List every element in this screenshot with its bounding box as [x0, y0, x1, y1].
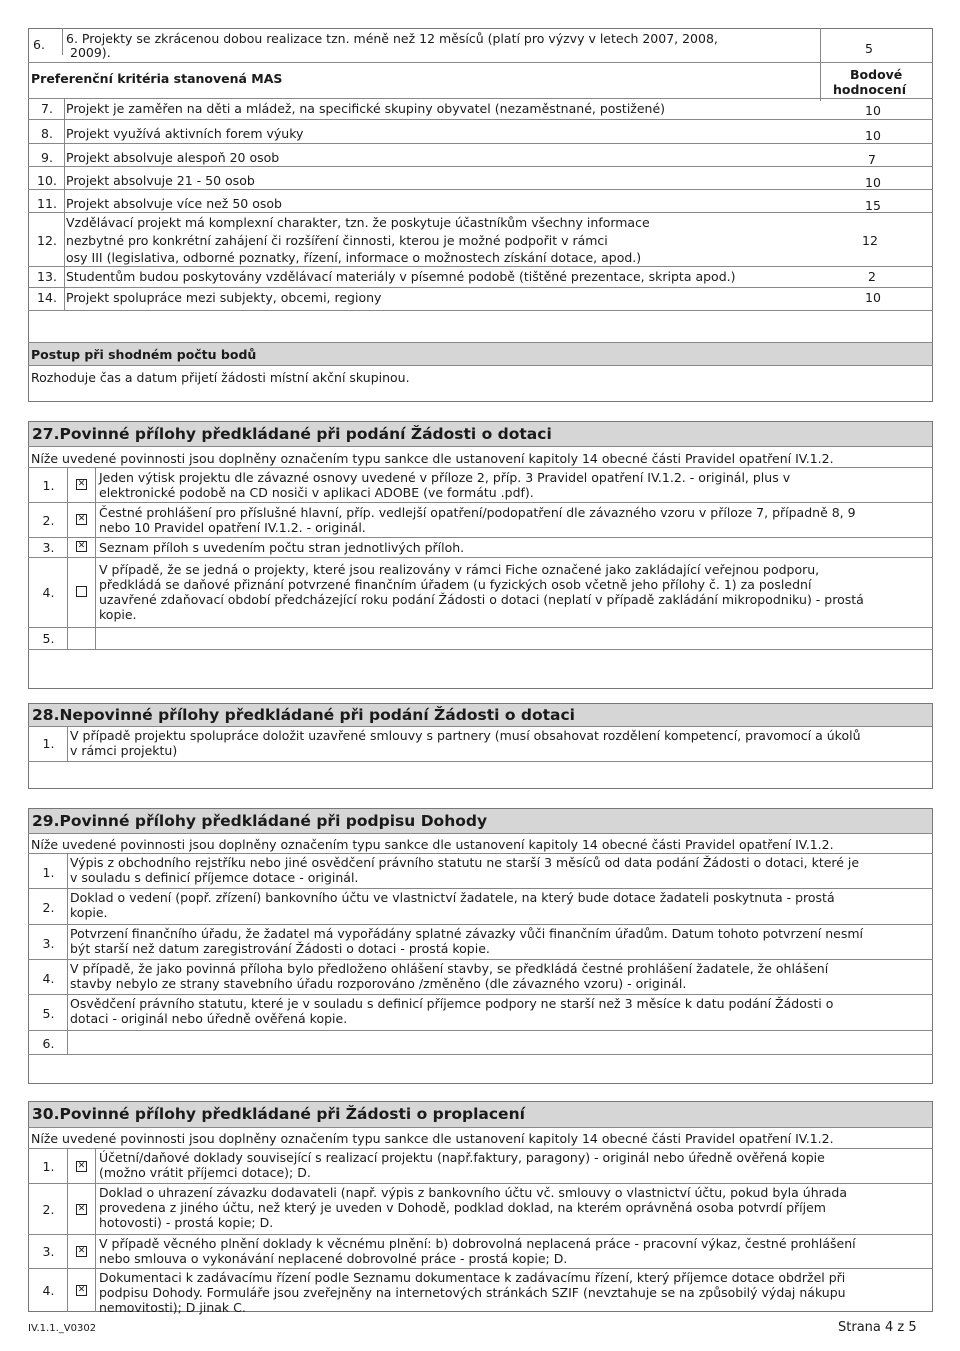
row-text: Studentům budou poskytovány vzdělávací materiály v písemné podobě (tištěné prezentace, skripta apod.) — [66, 269, 736, 284]
checked-checkbox-icon: ✕ — [77, 1161, 86, 1171]
row-text: provedena z jiného účtu, než který je uveden v Dohodě, podklad doklad, na kterém oprávněná osoba potvrdí příjem — [99, 1200, 826, 1215]
row-text: Jeden výtisk projektu dle závazné osnovy uvedené v příloze 2, příp. 3 Pravidel opatření IV.1.2. - originál, plus v — [99, 470, 791, 485]
row-text: kopie. — [70, 905, 108, 920]
page-number: Strana 4 z 5 — [838, 1320, 917, 1335]
section-title: Preferenční kritéria stanovená MAS — [31, 71, 283, 86]
row-number: 6. — [42, 1036, 55, 1051]
row-divider — [28, 143, 933, 144]
row-points: 10 — [865, 103, 881, 118]
section-title: 27.Povinné přílohy předkládané při podání Žádosti o dotaci — [32, 425, 552, 443]
row-points: 7 — [868, 152, 876, 167]
row-number: 5. — [42, 1006, 55, 1021]
row-text: Projekt absolvuje alespoň 20 osob — [66, 150, 280, 165]
row-divider — [28, 212, 933, 213]
row-text: V případě, že jako povinná příloha bylo předloženo ohlášení stavby, se předkládá čestné prohlášení žadatele, že ohlášení — [70, 961, 829, 976]
row-number: 6. — [33, 37, 45, 52]
row-text: osy III (legislativa, odborné poznatky, řízení, informace o možnostech získání dotace, apod.) — [66, 250, 642, 265]
row-points: 10 — [865, 128, 881, 143]
section-intro: Níže uvedené povinnosti jsou doplněny označením typu sankce dle ustanovení kapitoly 14 obecné části Pravidel opatření IV.1.2. — [31, 451, 834, 466]
row-number: 9. — [41, 150, 53, 165]
checked-checkbox-icon: ✕ — [77, 541, 86, 551]
row-text: Čestné prohlášení pro příslušné hlavní, příp. vedlejší opatření/podopatření dle závazného vzoru v příloze 7, případně 8, 9 — [99, 505, 856, 520]
row-number: 3. — [42, 540, 55, 555]
row-text: Doklad o uhrazení závazku dodavateli (např. výpis z bankovního účtu vč. smlouvy o vlastnictví účtu, pokud byla úhrada — [99, 1185, 848, 1200]
row-text: být starší než datum zaregistrování Žádosti o dotaci - prostá kopie. — [70, 941, 490, 956]
row-number: 5. — [42, 631, 55, 646]
row-text: 2009). — [70, 45, 111, 60]
row-text: V případě projektu spolupráce doložit uzavřené smlouvy s partnery (musí obsahovat rozdělení kompetencí, pravomocí a úkolů — [70, 728, 861, 743]
row-number: 14. — [37, 290, 57, 305]
row-number: 11. — [37, 196, 57, 211]
row-divider — [28, 627, 933, 628]
checked-checkbox-icon: ✕ — [77, 1204, 86, 1214]
row-text: Účetní/daňové doklady související s realizací projektu (např.faktury, paragony) - originál nebo úředně ověřená kopie — [99, 1150, 825, 1165]
row-divider — [28, 924, 933, 925]
row-points: 15 — [865, 198, 881, 213]
row-number: 12. — [37, 233, 57, 248]
row-text: 6. Projekty se zkrácenou dobou realizace tzn. méně než 12 měsíců (platí pro výzvy v letech 2007, 2008, — [66, 31, 718, 46]
checkbox-icon — [76, 586, 87, 597]
points-header: Bodové — [850, 67, 903, 82]
row-text: elektronické podobě na CD nosiči v aplikaci ADOBE (ve formátu .pdf). — [99, 485, 534, 500]
row-text: dotaci - originál nebo úředně ověřená kopie. — [70, 1011, 348, 1026]
row-divider — [28, 1183, 933, 1184]
row-text: nemovitosti); D jinak C. — [99, 1300, 246, 1315]
checked-checkbox-icon: ✕ — [77, 514, 86, 524]
section-intro: Níže uvedené povinnosti jsou doplněny označením typu sankce dle ustanovení kapitoly 14 obecné části Pravidel opatření IV.1.2. — [31, 1131, 834, 1146]
row-number: 4. — [42, 585, 55, 600]
row-divider — [28, 1234, 933, 1235]
row-number: 2. — [42, 900, 55, 915]
row-number: 4. — [42, 1283, 55, 1298]
row-points: 2 — [868, 269, 876, 284]
row-number: 1. — [42, 1159, 55, 1174]
row-number: 7. — [41, 101, 53, 116]
row-text: Projekt absolvuje 21 - 50 osob — [66, 173, 255, 188]
row-number: 13. — [37, 269, 57, 284]
section-intro: Níže uvedené povinnosti jsou doplněny označením typu sankce dle ustanovení kapitoly 14 obecné části Pravidel opatření IV.1.2. — [31, 837, 834, 852]
row-text: (možno vrátit příjemci dotace); D. — [99, 1165, 311, 1180]
row-text: podpisu Dohody. Formuláře jsou zveřejněny na internetových stránkách SZIF (nevztahuje se na způsobilý výdaj nákupu — [99, 1285, 846, 1300]
row-text: v souladu s definicí příjemce dotace - originál. — [70, 870, 359, 885]
row-text: uzavřené zdaňovací období předcházející roku podání Žádosti o dotaci (neplatí v případě zakládání mikropodniku) - prostá — [99, 592, 864, 607]
row-text: hotovosti) - prostá kopie; D. — [99, 1215, 274, 1230]
row-divider — [28, 1268, 933, 1269]
row-number: 10. — [37, 173, 57, 188]
row-text: Projekt je zaměřen na děti a mládež, na specifické skupiny obyvatel (nezaměstnané, postižené) — [66, 101, 666, 116]
row-points: 5 — [865, 41, 873, 56]
row-number: 1. — [42, 736, 55, 751]
row-text: V případě, že se jedná o projekty, které jsou realizovány v rámci Fiche označené jako zakládající veřejnou podporu, — [99, 562, 820, 577]
row-text: stavby nebylo ze strany stavebního úřadu rozporováno /změněno (dle závazného vzoru) - originál. — [70, 976, 687, 991]
row-text: Dokumentaci k zadávacímu řízení podle Seznamu dokumentace k zadávacímu řízení, který příjemce dotace obdržel při — [99, 1270, 846, 1285]
checked-checkbox-icon: ✕ — [77, 1246, 86, 1256]
row-divider — [28, 119, 933, 120]
row-points: 12 — [862, 233, 878, 248]
row-divider — [28, 557, 933, 558]
row-divider — [28, 537, 933, 538]
row-number: 3. — [42, 1244, 55, 1259]
row-text: V případě věcného plnění doklady k věcnému plnění: b) dobrovolná neplacená práce - pracovní výkaz, čestné prohlášení — [99, 1236, 856, 1251]
row-text: Osvědčení právního statutu, které je v souladu s definicí příjemce podpory ne starší než 3 měsíce k datu podání Žádosti o — [70, 996, 834, 1011]
row-number: 8. — [41, 126, 53, 141]
row-divider — [28, 1030, 933, 1031]
row-divider — [28, 649, 933, 650]
section-title: 29.Povinné přílohy předkládané při podpisu Dohody — [32, 812, 488, 830]
row-divider — [28, 994, 933, 995]
row-text: Doklad o vedení (popř. zřízení) bankovního účtu ve vlastnictví žadatele, na který bude dotace žadateli poskytnuta - prostá — [70, 890, 835, 905]
row-text: nebo 10 Pravidel opatření IV.1.2. - originál. — [99, 520, 366, 535]
row-number: 2. — [42, 513, 55, 528]
row-points: 10 — [865, 290, 881, 305]
section-title: 28.Nepovinné přílohy předkládané při podání Žádosti o dotaci — [32, 706, 575, 724]
row-text: Seznam příloh s uvedením počtu stran jednotlivých příloh. — [99, 540, 465, 555]
row-points: 10 — [865, 175, 881, 190]
row-divider — [28, 166, 933, 167]
tie-title: Postup při shodném počtu bodů — [31, 347, 257, 362]
row-text: Potvrzení finančního úřadu, že žadatel má vypořádány splatné závazky vůči finančním úřadům. Datum tohoto potvrzení nesmí — [70, 926, 863, 941]
row-text: Vzdělávací projekt má komplexní charakter, tzn. že poskytuje účastníkům všechny informace — [66, 215, 650, 230]
row-number: 3. — [42, 936, 55, 951]
checked-checkbox-icon: ✕ — [77, 479, 86, 489]
row-number: 1. — [42, 865, 55, 880]
row-divider — [28, 888, 933, 889]
row-divider — [28, 1054, 933, 1055]
checked-checkbox-icon: ✕ — [77, 1285, 86, 1295]
tie-text: Rozhoduje čas a datum přijetí žádosti místní akční skupinou. — [31, 370, 410, 385]
row-number: 2. — [42, 1202, 55, 1217]
row-text: Projekt absolvuje více než 50 osob — [66, 196, 282, 211]
row-number: 4. — [42, 971, 55, 986]
row-text: Výpis z obchodního rejstříku nebo jiné osvědčení právního statutu ne starší 3 měsíců od data podání Žádosti o dotaci, které je — [70, 855, 860, 870]
section-title: 30.Povinné přílohy předkládané při Žádosti o proplacení — [32, 1105, 525, 1123]
row-divider — [28, 959, 933, 960]
row-text: v rámci projektu) — [70, 743, 178, 758]
row-text: předkládá se daňové přiznání potvrzené finančním úřadem (u fyzických osob včetně jeho přílohy č. 1) za poslední — [99, 577, 812, 592]
row-text: Projekt spolupráce mezi subjekty, obcemi, regiony — [66, 290, 382, 305]
row-divider — [28, 502, 933, 503]
row-number: 1. — [42, 478, 55, 493]
row-divider — [28, 189, 933, 190]
row-text: nezbytné pro konkrétní zahájení či rozšíření činnosti, kterou je možné podpořit v rámci — [66, 233, 608, 248]
row-text: kopie. — [99, 607, 137, 622]
row-text: Projekt využívá aktivních forem výuky — [66, 126, 304, 141]
row-text: nebo smlouva o vykonávání neplacené dobrovolné práce - prostá kopie; D. — [99, 1251, 568, 1266]
footer-code: IV.1.1._V0302 — [28, 1323, 97, 1334]
points-header: hodnocení — [833, 82, 906, 97]
